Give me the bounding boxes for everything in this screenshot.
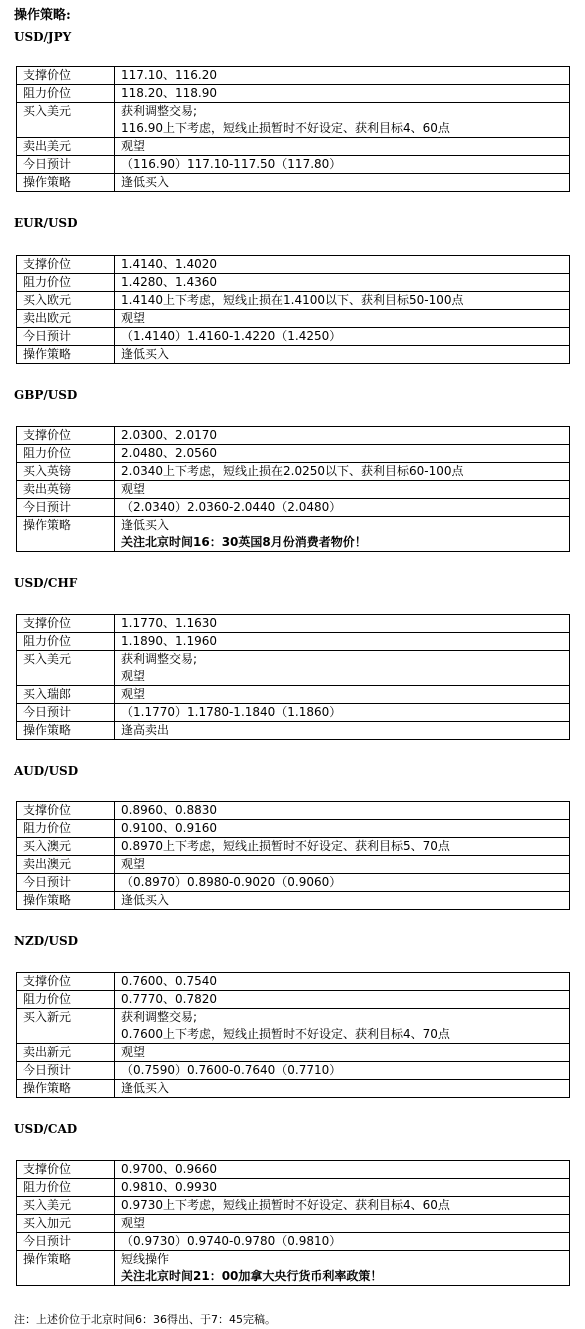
row-value: 逢低买入 [115,346,570,364]
table-row [17,292,570,310]
row-label: 买入澳元 [17,838,115,856]
row-value: 获利调整交易; 116.90上下考虑，短线止损暂时不好设定、获利目标4、60点 [115,103,570,138]
table-row [17,427,570,445]
row-value: （116.90）117.10-117.50（117.80） [115,156,570,174]
row-label: 操作策略 [17,722,115,740]
table-row [17,1161,570,1179]
table-row [17,704,570,722]
row-label: 买入新元 [17,1009,115,1044]
table-row [17,820,570,838]
row-label: 支撑价位 [17,427,115,445]
strategy-table-gbp-usd [16,426,570,552]
row-label: 今日预计 [17,1062,115,1080]
table-row [17,1062,570,1080]
row-label: 操作策略 [17,517,115,552]
table-row [17,1215,570,1233]
row-label: 买入欧元 [17,292,115,310]
row-label: 支撑价位 [17,615,115,633]
table-row [17,85,570,103]
row-label: 买入加元 [17,1215,115,1233]
table-row [17,274,570,292]
row-label: 买入瑞郎 [17,686,115,704]
row-value: 观望 [115,310,570,328]
row-label: 阻力价位 [17,85,115,103]
table-row [17,328,570,346]
row-value: 1.1890、1.1960 [115,633,570,651]
row-value: 观望 [115,856,570,874]
row-label: 买入英镑 [17,463,115,481]
row-value: （0.9730）0.9740-0.9780（0.9810） [115,1233,570,1251]
row-value: 获利调整交易; 0.7600上下考虑，短线止损暂时不好设定、获利目标4、70点 [115,1009,570,1044]
row-value: 获利调整交易; 观望 [115,651,570,686]
row-value: 观望 [115,1215,570,1233]
row-label: 阻力价位 [17,1179,115,1197]
row-label: 今日预计 [17,704,115,722]
row-value: 2.0480、2.0560 [115,445,570,463]
row-label: 操作策略 [17,1251,115,1286]
strategy-table-usd-cad [16,1160,570,1286]
row-label: 支撑价位 [17,67,115,85]
strategy-table-aud-usd [16,801,570,910]
table-row [17,1251,570,1286]
table-row [17,892,570,910]
table-row [17,156,570,174]
row-label: 今日预计 [17,1233,115,1251]
strategy-table-nzd-usd [16,972,570,1098]
table-row [17,103,570,138]
row-value: 观望 [115,481,570,499]
row-label: 阻力价位 [17,820,115,838]
table-row [17,722,570,740]
row-value: 1.4140上下考虑，短线止损在1.4100以下、获利目标50-100点 [115,292,570,310]
row-label: 支撑价位 [17,256,115,274]
row-value: 0.9810、0.9930 [115,1179,570,1197]
table-row [17,499,570,517]
row-label: 卖出欧元 [17,310,115,328]
row-label: 阻力价位 [17,274,115,292]
row-label: 卖出新元 [17,1044,115,1062]
row-value: 1.4280、1.4360 [115,274,570,292]
table-row [17,481,570,499]
table-row [17,67,570,85]
table-row [17,973,570,991]
table-row [17,1009,570,1044]
table-row [17,838,570,856]
strategy-table-usd-jpy [16,66,570,192]
row-value: 观望 [115,1044,570,1062]
row-label: 支撑价位 [17,802,115,820]
row-value: 逢低买入 [115,1080,570,1098]
row-label: 今日预计 [17,874,115,892]
strategy-table-eur-usd [16,255,570,364]
table-row [17,1044,570,1062]
pair-title-eur-usd: EUR/USD [14,216,78,230]
row-value: （1.1770）1.1780-1.1840（1.1860） [115,704,570,722]
row-label: 卖出美元 [17,138,115,156]
row-label: 操作策略 [17,1080,115,1098]
table-row [17,346,570,364]
row-label: 操作策略 [17,174,115,192]
row-value: （2.0340）2.0360-2.0440（2.0480） [115,499,570,517]
row-value: 118.20、118.90 [115,85,570,103]
page-title: 操作策略: [14,8,71,23]
table-row [17,517,570,552]
row-value: 逢低买入 [115,892,570,910]
event-notice: 关注北京时间16：30英国8月份消费者物价！ [121,535,367,549]
row-label: 今日预计 [17,328,115,346]
row-value: 117.10、116.20 [115,67,570,85]
row-label: 买入美元 [17,651,115,686]
table-row [17,615,570,633]
row-value: 观望 [115,686,570,704]
row-label: 阻力价位 [17,991,115,1009]
row-value: 0.8960、0.8830 [115,802,570,820]
row-value: （0.8970）0.8980-0.9020（0.9060） [115,874,570,892]
table-row [17,1080,570,1098]
table-row [17,1233,570,1251]
row-label: 今日预计 [17,499,115,517]
table-row [17,445,570,463]
row-label: 操作策略 [17,892,115,910]
row-value: 逢低买入 [115,174,570,192]
event-notice: 关注北京时间21：00加拿大央行货币利率政策！ [121,1269,383,1283]
table-row [17,633,570,651]
footnote: 注：上述价位于北京时间6：36得出、于7：45完稿。 [14,1313,276,1326]
row-value: 0.7770、0.7820 [115,991,570,1009]
row-value: （0.7590）0.7600-0.7640（0.7710） [115,1062,570,1080]
table-row [17,856,570,874]
table-row [17,874,570,892]
row-value: 逢高卖出 [115,722,570,740]
row-value: 2.0340上下考虑，短线止损在2.0250以下、获利目标60-100点 [115,463,570,481]
pair-title-nzd-usd: NZD/USD [14,934,79,948]
pair-title-usd-jpy: USD/JPY [14,30,72,44]
row-label: 阻力价位 [17,633,115,651]
table-row [17,1197,570,1215]
strategy-table-usd-chf [16,614,570,740]
row-value: 0.7600、0.7540 [115,973,570,991]
pair-title-gbp-usd: GBP/USD [14,388,78,402]
row-value: 短线操作 关注北京时间21：00加拿大央行货币利率政策！ [115,1251,570,1286]
row-label: 今日预计 [17,156,115,174]
row-value: 2.0300、2.0170 [115,427,570,445]
table-row [17,651,570,686]
row-value: 0.9100、0.9160 [115,820,570,838]
table-row [17,686,570,704]
pair-title-aud-usd: AUD/USD [14,764,79,778]
row-value: 1.1770、1.1630 [115,615,570,633]
row-value: 观望 [115,138,570,156]
table-row [17,174,570,192]
table-row [17,463,570,481]
table-row [17,138,570,156]
table-row [17,256,570,274]
row-label: 操作策略 [17,346,115,364]
row-value: 0.8970上下考虑，短线止损暂时不好设定、获利目标5、70点 [115,838,570,856]
table-row [17,802,570,820]
row-label: 买入美元 [17,103,115,138]
row-label: 卖出英镑 [17,481,115,499]
row-value: 1.4140、1.4020 [115,256,570,274]
pair-title-usd-cad: USD/CAD [14,1122,78,1136]
row-label: 支撑价位 [17,1161,115,1179]
row-label: 支撑价位 [17,973,115,991]
row-value: 逢低买入 关注北京时间16：30英国8月份消费者物价！ [115,517,570,552]
table-row [17,991,570,1009]
row-label: 买入美元 [17,1197,115,1215]
table-row [17,310,570,328]
table-row [17,1179,570,1197]
row-value: （1.4140）1.4160-1.4220（1.4250） [115,328,570,346]
pair-title-usd-chf: USD/CHF [14,576,78,590]
row-value: 0.9700、0.9660 [115,1161,570,1179]
row-value: 0.9730上下考虑，短线止损暂时不好设定、获利目标4、60点 [115,1197,570,1215]
row-label: 阻力价位 [17,445,115,463]
row-label: 卖出澳元 [17,856,115,874]
